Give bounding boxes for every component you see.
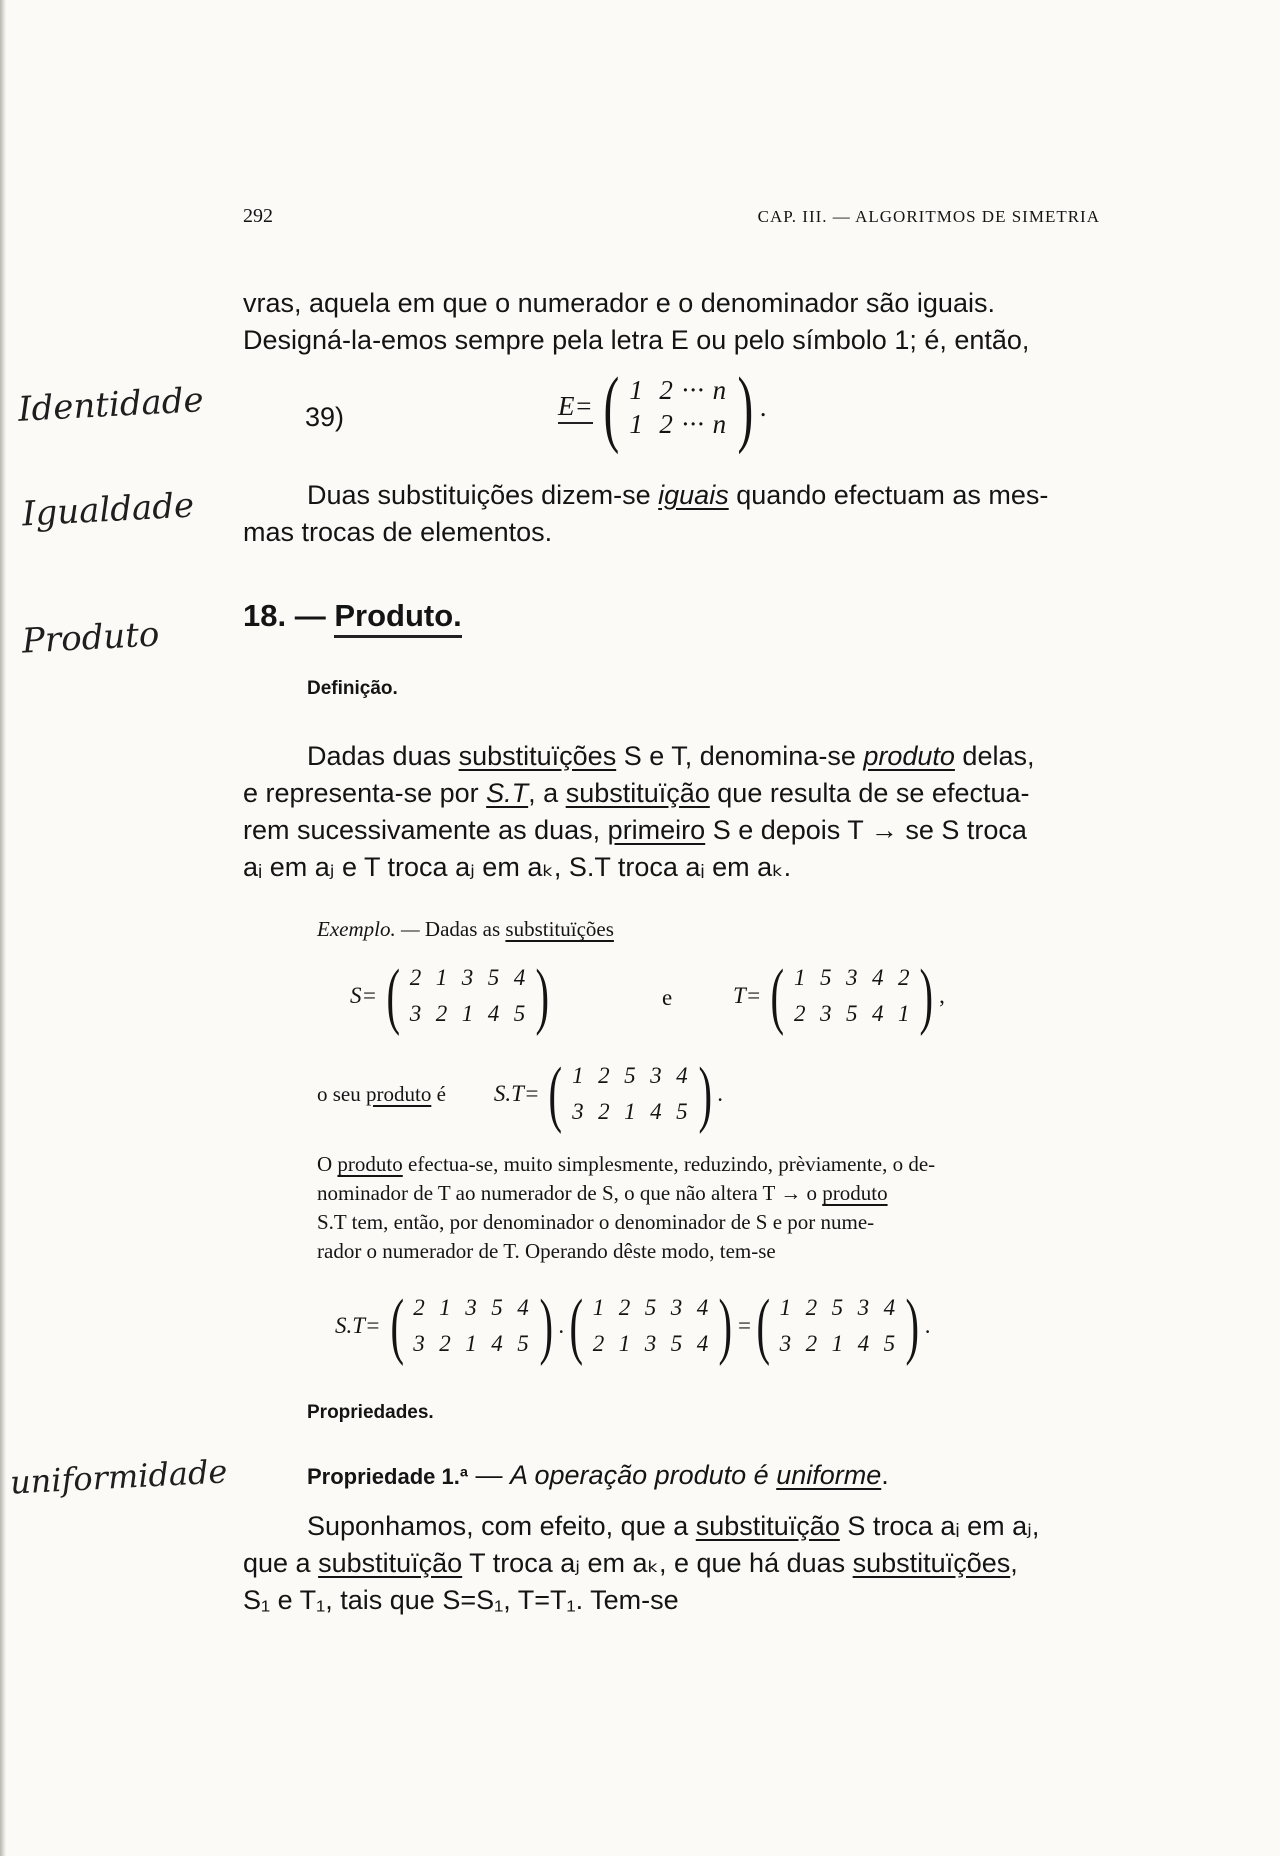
equation-number: 39) — [305, 402, 345, 432]
term-uniforme: uniforme — [776, 1460, 882, 1490]
matrix-bottom-row: 3 2 1 4 5 — [413, 1331, 530, 1356]
text-span: S e depois T → se S troca — [705, 815, 1027, 845]
intro-line-1: vras, aquela em que o numerador e o denominador são iguais. — [243, 288, 995, 318]
margin-note-produto: Produto — [21, 614, 161, 662]
example-label: Exemplo. — — [317, 917, 425, 941]
term-st: S.T — [486, 778, 529, 808]
term-iguais: iguais — [658, 480, 729, 510]
section-heading — [243, 598, 462, 634]
term-substituicoes: substituïções — [458, 741, 617, 771]
text-span: rem sucessivamente as duas, — [243, 815, 608, 845]
text-span: O — [317, 1152, 338, 1176]
matrix-top-row: 1 2 5 3 4 — [592, 1295, 710, 1320]
matrix-result: ( 1 2 5 3 4 3 2 1 4 5 ) — [756, 1285, 920, 1367]
term-substituicoes: substituïções — [852, 1548, 1011, 1578]
operator-equals: = — [737, 1313, 751, 1338]
text-span: , — [1010, 1548, 1018, 1578]
punctuation: . — [924, 1313, 931, 1338]
matrix-top-row: 1 2 5 3 4 — [779, 1295, 897, 1320]
page-number: 292 — [243, 205, 273, 227]
product-equation — [335, 1285, 931, 1367]
margin-note-igualdade: Igualdade — [21, 485, 196, 535]
example-T — [733, 955, 945, 1037]
intro-line-2: Designá-la-emos sempre pela letra E ou pelo símbolo 1; é, então, — [243, 325, 1030, 355]
final-paragraph — [243, 1508, 1100, 1619]
term-substituicao: substituïção — [695, 1511, 840, 1541]
text-line: mas trocas de elementos. — [243, 517, 553, 547]
intro-paragraph — [243, 285, 1100, 359]
text-span: A operação produto é — [510, 1460, 777, 1490]
section-title: Produto. — [334, 598, 461, 638]
example-product — [317, 1053, 724, 1135]
text-line: rador o numerador de T. Operando dêste modo, tem-se — [317, 1239, 776, 1263]
equation-end: . — [759, 391, 767, 422]
text-span: S troca aᵢ em aⱼ, — [839, 1511, 1040, 1541]
text-line — [317, 1150, 1100, 1179]
matrix-top-row: 1 2 ··· n — [629, 375, 728, 405]
explanation-paragraph — [317, 1150, 1100, 1266]
term-substituicao: substituïção — [565, 778, 710, 808]
property-1 — [307, 1460, 889, 1491]
propriedades-label: Propriedades. — [307, 1402, 434, 1423]
term-produto: produto — [822, 1181, 888, 1205]
equality-paragraph — [243, 477, 1100, 551]
text-line — [243, 738, 1100, 775]
punctuation: . — [717, 1081, 724, 1106]
matrix-bottom-row: 2 1 3 5 4 — [592, 1331, 710, 1356]
matrix-top-row: 1 2 5 3 4 — [572, 1063, 689, 1088]
T-label: T= — [733, 983, 762, 1008]
example-S — [350, 955, 555, 1037]
text-line — [243, 812, 1100, 849]
term-produto: produto — [366, 1081, 432, 1106]
text-span: o seu — [317, 1081, 366, 1106]
text-span: Dadas duas — [307, 741, 459, 771]
text-span: é — [431, 1081, 446, 1106]
S-label: S= — [350, 983, 378, 1008]
text-span: delas, — [954, 741, 1035, 771]
text-line: S.T tem, então, por denominador o denominador de S e por nume- — [317, 1210, 875, 1234]
margin-note-identidade: Identidade — [17, 380, 205, 430]
text-span: efectua-se, muito simplesmente, reduzindo, prèviamente, o de- — [402, 1152, 936, 1176]
definition-paragraph — [243, 738, 1100, 886]
text-line: S₁ e T₁, tais que S=S₁, T=T₁. Tem-se — [243, 1585, 679, 1615]
property-label: Propriedade 1.ª — [307, 1464, 468, 1489]
section-number: 18. — — [243, 598, 326, 633]
example-intro — [317, 914, 614, 944]
page-edge-shadow — [0, 0, 6, 1856]
term-produto: produto — [337, 1152, 403, 1176]
ST-label: S.T= — [335, 1313, 381, 1338]
text-line — [317, 1179, 1100, 1208]
matrix-T: ( 1 5 3 4 2 2 3 5 4 1 ) — [770, 955, 934, 1037]
margin-note-uniformidade: uniformidade — [9, 1452, 229, 1502]
text-span: , a — [528, 778, 566, 808]
matrix-S: ( 2 1 3 5 4 3 2 1 4 5 ) — [390, 1285, 553, 1367]
text-span: e representa-se por — [243, 778, 487, 808]
text-span: Suponhamos, com efeito, que a — [307, 1511, 696, 1541]
text-span: — — [467, 1460, 510, 1490]
text-line — [243, 775, 1100, 812]
text-span: . — [881, 1460, 889, 1490]
matrix-top-row: 2 1 3 5 4 — [409, 965, 527, 990]
text-span: Dadas as — [424, 917, 506, 941]
definicao-label: Definição. — [307, 678, 398, 699]
matrix-bottom-row: 2 3 5 4 1 — [793, 1001, 911, 1026]
term-substituicoes: substituïções — [505, 917, 614, 941]
matrix-top-row: 2 1 3 5 4 — [413, 1295, 530, 1320]
text-line — [243, 1508, 1100, 1545]
chapter-title: CAP. III. — ALGORITMOS DE SIMETRIA — [757, 207, 1100, 226]
text-span: quando efectuam as mes- — [728, 480, 1049, 510]
punctuation: , — [939, 983, 945, 1008]
identity-matrix: ( 1 2 ··· n 1 2 ··· n ) — [603, 359, 754, 455]
matrix-T-reordered: ( 1 2 5 3 4 2 1 3 5 4 ) — [569, 1285, 733, 1367]
running-head — [243, 205, 1100, 235]
term-produto: produto — [863, 741, 955, 771]
matrix-bottom-row: 1 2 ··· n — [629, 409, 728, 439]
ST-label: S.T= — [493, 1081, 540, 1106]
equation-lhs: E= — [558, 391, 593, 424]
matrix-bottom-row: 3 2 1 4 5 — [572, 1099, 689, 1124]
matrix-bottom-row: 3 2 1 4 5 — [779, 1331, 897, 1356]
text-span: nominador de T ao numerador de S, o que não altera T → o — [317, 1181, 823, 1205]
text-span: Duas substituições dizem-se — [307, 480, 659, 510]
text-line: aᵢ em aⱼ e T troca aⱼ em aₖ, S.T troca aᵢ em aₖ. — [243, 852, 792, 882]
text-span: T troca aⱼ em aₖ, e que há duas — [462, 1548, 853, 1578]
equation-39 — [558, 359, 767, 455]
matrix-bottom-row: 3 2 1 4 5 — [409, 1001, 527, 1026]
matrix-top-row: 1 5 3 4 2 — [793, 965, 911, 990]
term-substituicao: substituïção — [318, 1548, 463, 1578]
example-and: e — [662, 985, 673, 1010]
text-span: S e T, denomina-se — [616, 741, 864, 771]
text-span: que resulta de se efectua- — [709, 778, 1030, 808]
matrix-S: ( 2 1 3 5 4 3 2 1 4 5 ) — [386, 955, 550, 1037]
text-line — [243, 1545, 1100, 1582]
operator-dot: . — [558, 1313, 565, 1338]
text-span: que a — [243, 1548, 319, 1578]
matrix-ST: ( 1 2 5 3 4 3 2 1 4 5 ) — [549, 1053, 712, 1135]
term-primeiro: primeiro — [607, 815, 706, 845]
